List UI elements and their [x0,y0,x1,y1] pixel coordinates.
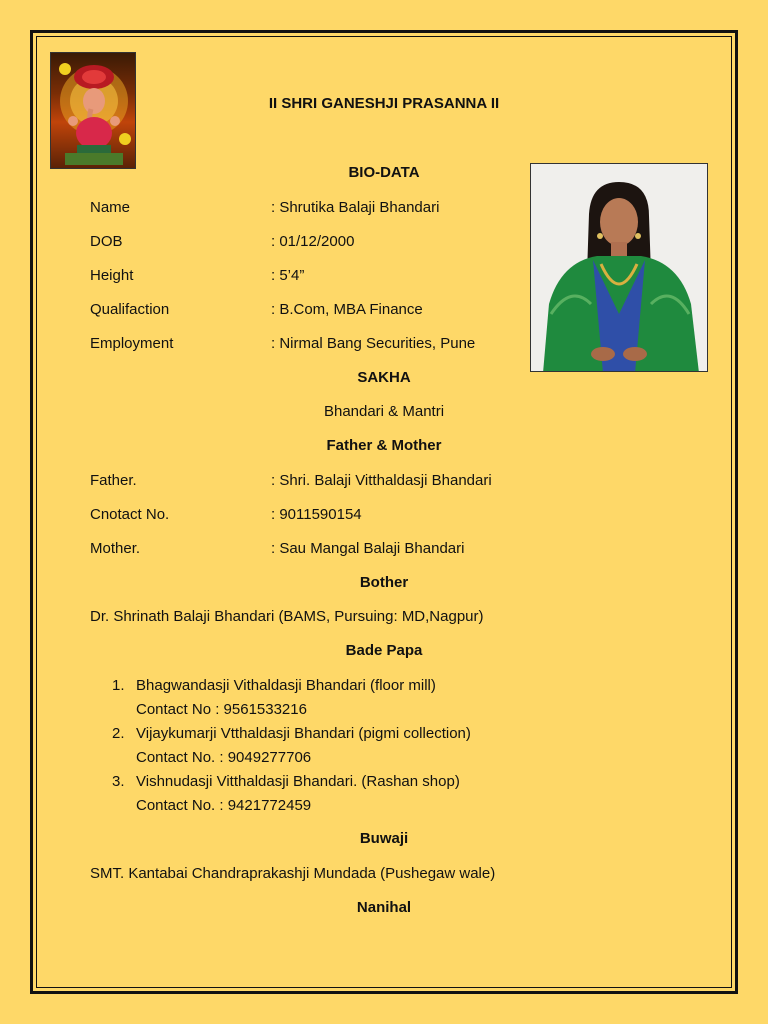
field-value: : 01/12/2000 [271,233,355,250]
list-item-name: Bhagwandasji Vithaldasji Bhandari (floor mill) [136,677,436,694]
bade-papa-item [112,773,460,790]
field-value: : B.Com, MBA Finance [271,301,423,318]
field-label: DOB [90,233,123,250]
field-label: Mother. [90,540,141,557]
field-value: : Nirmal Bang Securities, Pune [271,335,476,352]
field-label: Qualifaction [90,301,170,318]
field-value: : Shri. Balaji Vitthaldasji Bhandari [271,472,492,489]
field-label: Name [90,199,131,216]
brother-heading: Bother [359,574,409,591]
list-item-name: Vijaykumarji Vtthaldasji Bhandari (pigmi collection) [136,725,471,742]
field-label: Employment [90,335,174,352]
parents-row-contact [90,506,362,523]
field-value: : Shrutika Balaji Bhandari [271,199,440,216]
list-item-contact: Contact No. : 9421772459 [136,797,312,814]
page-title: II SHRI GANESHJI PRASANNA II [268,95,500,112]
personal-row-name [90,199,439,216]
bade-papa-item [112,677,436,694]
field-label: Cnotact No. [90,506,170,523]
bade-papa-item [112,725,471,742]
field-label: Height [90,267,134,284]
field-value: : Sau Mangal Balaji Bhandari [271,540,465,557]
parents-row-father [90,472,492,489]
nanihal-heading: Nanihal [356,899,412,916]
personal-row-height [90,267,304,284]
field-value: : 9011590154 [271,506,362,523]
buwaji-value: SMT. Kantabai Chandraprakashji Mundada (Pushegaw wale) [90,865,496,882]
list-number: 2. [112,725,125,742]
field-label: Father. [90,472,137,489]
personal-row-dob [90,233,354,250]
profile-photo [530,163,708,372]
brother-value: Dr. Shrinath Balaji Bhandari (BAMS, Pursuing: MD,Nagpur) [90,608,484,625]
parents-heading: Father & Mother [326,437,442,454]
list-number: 3. [112,773,125,790]
list-number: 1. [112,677,125,694]
parents-row-mother [90,540,464,557]
personal-row-employment [90,335,475,352]
buwaji-heading: Buwaji [359,830,409,847]
bade-papa-heading: Bade Papa [345,642,423,659]
list-item-contact: Contact No. : 9049277706 [136,749,312,766]
list-item-contact: Contact No : 9561533216 [136,701,307,718]
personal-row-qualification [90,301,423,318]
sakha-value: Bhandari & Mantri [323,403,445,420]
sakha-heading: SAKHA [357,369,411,386]
list-item-name: Vishnudasji Vitthaldasji Bhandari. (Rashan shop) [136,773,460,790]
field-value: : 5’4” [271,267,305,284]
biodata-heading: BIO-DATA [348,164,420,181]
